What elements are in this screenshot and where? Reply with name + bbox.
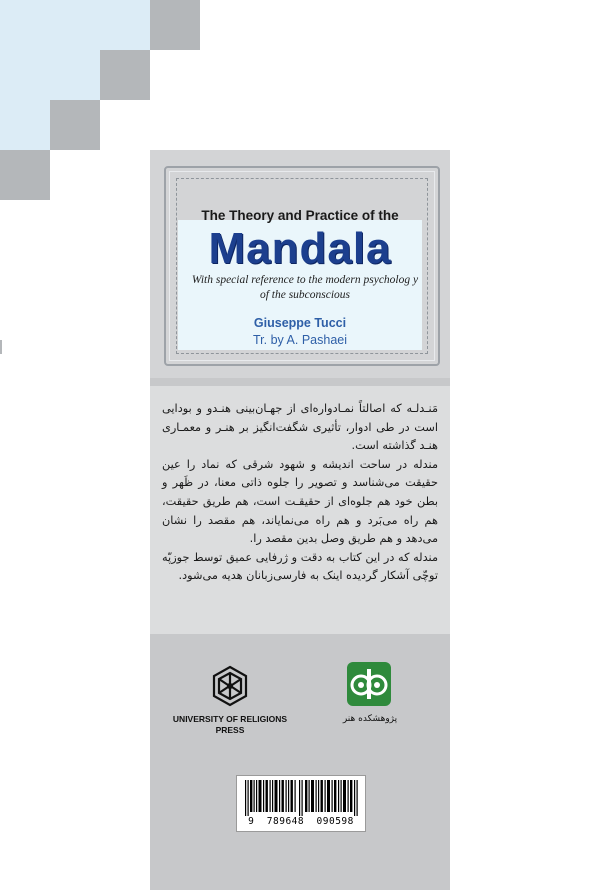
art-institute-name: پژوهشکده هنر	[342, 714, 398, 724]
publisher-logos	[150, 634, 450, 774]
deco-edge-mark	[0, 340, 2, 354]
barcode-bars	[243, 780, 359, 816]
translator-name: Tr. by A. Pashaei	[252, 333, 348, 347]
title-panel	[150, 150, 450, 378]
description-paragraph-3: مندله که در این کتاب به دقت و ژرفایی عمیق توسط جوزپّه توچّی آشکار گردیده اینک به فارسی‌زبانان هدیه می‌شود.	[162, 550, 438, 583]
isbn-barcode	[236, 775, 366, 832]
book-title: Mandala	[208, 224, 392, 273]
art-institute-logo-icon	[346, 661, 392, 707]
description-paragraph-1: مَنـدلـه که اصالتاً نمـادواره‌ای از جهـان‌بینی هنـدو و بودایی است در طی ادوار، تأثیری شگفت‌انگیز بر هنـر و معمـاری هنـد گذاشته است.	[162, 402, 438, 453]
deco-grey-block-3	[50, 100, 100, 150]
barcode-digits: 9 789648 090598	[248, 816, 354, 827]
description-panel	[150, 386, 450, 634]
author-name: Giuseppe Tucci	[253, 316, 347, 330]
description-paragraph-2: مندله در ساحت اندیشه و شهود شرقی که نماد را عین حقیقت می‌شناسد و تصویر را جلوه ذاتی معنا، در ظَهر و بطن خود هم جلوه‌ای از حقیقـت است، هم طریق حقیقت، هم راه می‌بَرد و هم راه می‌نمایاند، هم مقصد را نشان می‌دهد و هم طریق وصل بدین مقصد را.	[162, 457, 438, 546]
book-subtitle: With special reference to the modern psycholog y of the subconscious	[191, 274, 419, 301]
deco-grey-block-2	[100, 50, 150, 100]
university-of-religions-logo-icon	[208, 664, 252, 708]
deco-grey-block-1	[150, 0, 200, 50]
deco-grey-block-4	[0, 150, 50, 200]
theory-line: The Theory and Practice of the	[201, 208, 399, 223]
book-back-cover	[150, 150, 450, 890]
description-text	[162, 400, 438, 586]
university-of-religions-name: UNIVERSITY OF RELIGIONS PRESS	[172, 714, 288, 735]
